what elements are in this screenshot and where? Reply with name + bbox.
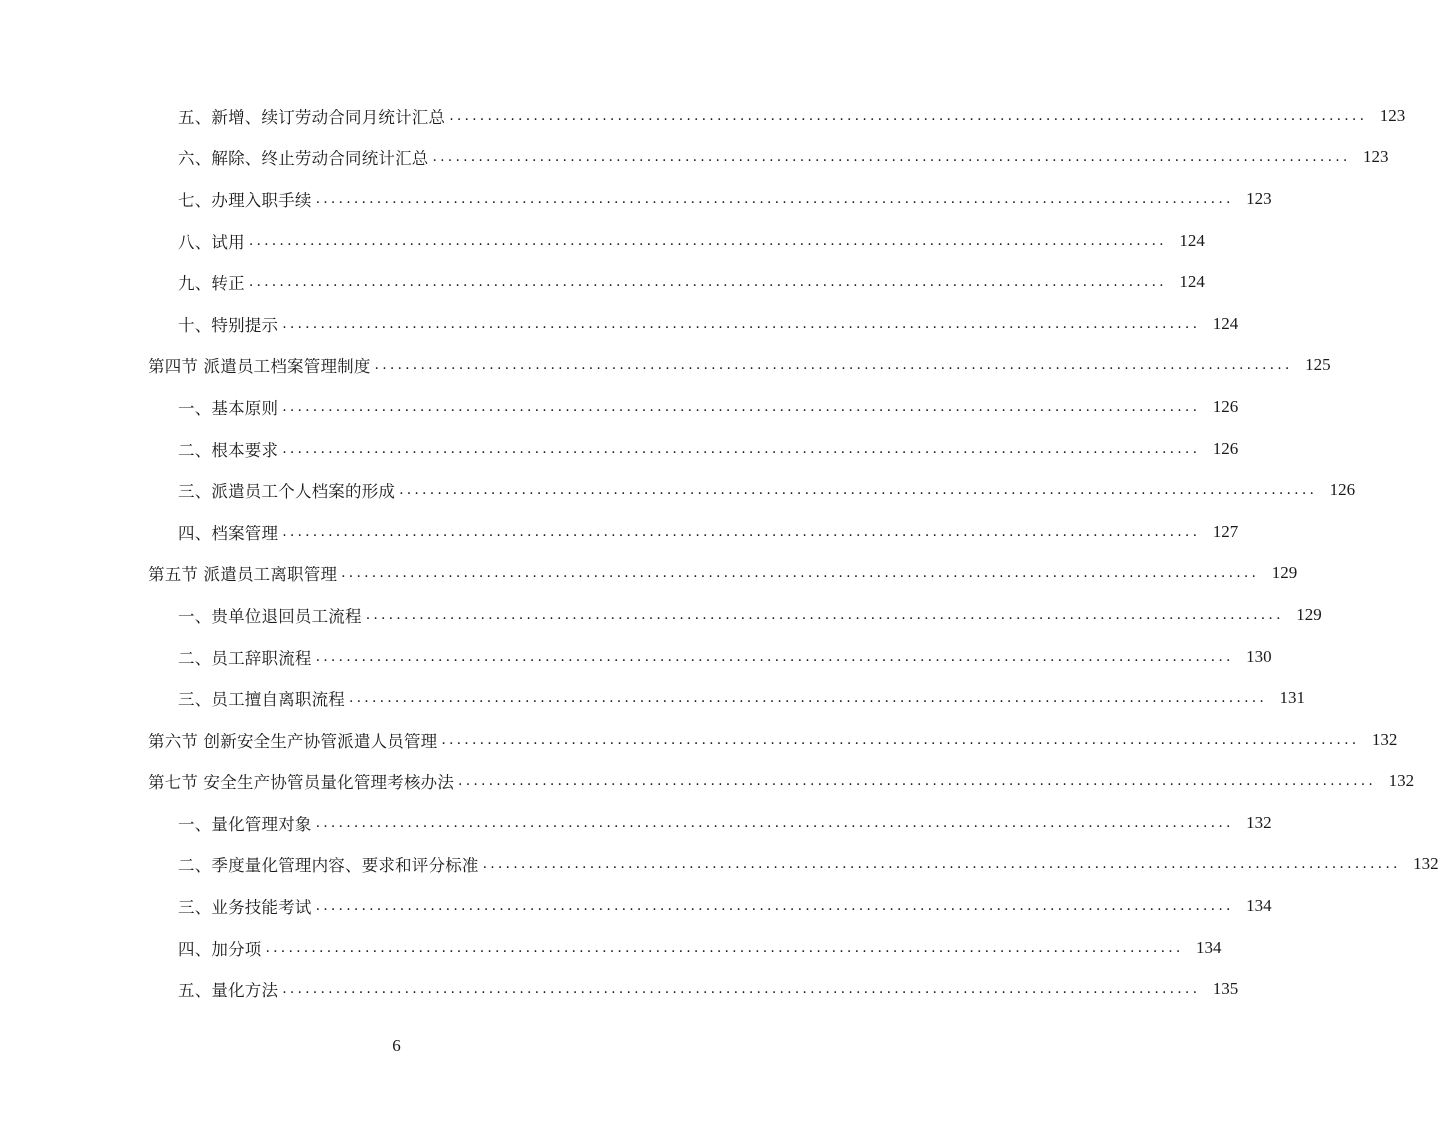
toc-entry-page: 132 [1246, 812, 1272, 832]
toc-entry-label: 一、基本原则 [178, 398, 279, 418]
toc-entry-page: 124 [1212, 313, 1239, 333]
toc-section-entry[interactable] [0, 719, 1398, 761]
toc-subsection-entry[interactable] [0, 802, 1272, 844]
toc-entry-page: 135 [1212, 979, 1239, 999]
toc-entry-page: 124 [1179, 272, 1205, 292]
toc-dot-leader: ........................................................................................................................ [282, 981, 1201, 998]
toc-dot-leader: ........................................................................................................................ [315, 648, 1234, 665]
toc-entry-label: 第七节 安全生产协管员量化管理考核办法 [148, 773, 455, 793]
toc-entry-label: 六、解除、终止劳动合同统计汇总 [178, 149, 429, 169]
toc-entry-label: 五、量化方法 [178, 981, 279, 1001]
toc-entry-page: 131 [1279, 688, 1306, 708]
toc-entry-page: 129 [1296, 604, 1322, 624]
toc-entry-page: 132 [1388, 771, 1415, 791]
toc-entry-label: 第四节 派遣员工档案管理制度 [148, 357, 371, 377]
toc-subsection-entry[interactable] [0, 95, 1406, 137]
toc-subsection-entry[interactable] [0, 927, 1222, 969]
toc-entry-label: 五、新增、续订劳动合同月统计汇总 [178, 107, 446, 127]
toc-entry-page: 130 [1246, 646, 1272, 666]
toc-entry-label: 四、档案管理 [178, 523, 279, 543]
toc-dot-leader: ........................................................................................................................ [349, 690, 1268, 707]
toc-entry-page: 125 [1305, 355, 1331, 375]
toc-dot-leader: ........................................................................................................................ [315, 814, 1234, 831]
toc-subsection-entry[interactable] [0, 303, 1239, 345]
toc-subsection-entry[interactable] [0, 636, 1272, 678]
toc-section-entry[interactable] [0, 553, 1298, 595]
toc-dot-leader: ........................................................................................................................ [399, 482, 1318, 499]
toc-dot-leader: ........................................................................................................................ [432, 149, 1351, 166]
toc-entry-page: 123 [1379, 105, 1406, 125]
toc-entry-page: 129 [1271, 563, 1298, 583]
toc-entry-label: 二、员工辞职流程 [178, 648, 312, 668]
toc-entry-page: 132 [1413, 854, 1439, 874]
toc-dot-leader: ........................................................................................................................ [265, 939, 1184, 956]
toc-dot-leader: ........................................................................................................................ [282, 315, 1201, 332]
toc-subsection-entry[interactable] [0, 428, 1239, 470]
toc-entry-label: 三、派遣员工个人档案的形成 [178, 482, 396, 502]
toc-subsection-entry[interactable] [0, 511, 1239, 553]
toc-section-entry[interactable] [0, 761, 1415, 803]
toc-subsection-entry[interactable] [0, 178, 1272, 220]
toc-dot-leader: ........................................................................................................................ [365, 606, 1284, 623]
toc-entry-label: 八、试用 [178, 232, 245, 252]
toc-dot-leader: ........................................................................................................................ [248, 274, 1167, 291]
toc-entry-page: 126 [1212, 396, 1239, 416]
toc-entry-page: 134 [1196, 937, 1222, 957]
toc-entry-label: 一、贵单位退回员工流程 [178, 606, 362, 626]
toc-dot-leader: ........................................................................................................................ [482, 856, 1401, 873]
toc-subsection-entry[interactable] [0, 220, 1205, 262]
table-of-contents [0, 95, 1439, 1010]
toc-subsection-entry[interactable] [0, 469, 1356, 511]
toc-subsection-entry[interactable] [0, 261, 1205, 303]
toc-subsection-entry[interactable] [0, 594, 1322, 636]
toc-dot-leader: ........................................................................................................................ [315, 190, 1234, 207]
toc-entry-label: 四、加分项 [178, 939, 262, 959]
toc-entry-label: 三、员工擅自离职流程 [178, 690, 345, 710]
toc-entry-label: 二、季度量化管理内容、要求和评分标准 [178, 856, 479, 876]
toc-entry-label: 九、转正 [178, 274, 245, 294]
toc-subsection-entry[interactable] [0, 386, 1239, 428]
toc-subsection-entry[interactable] [0, 844, 1439, 886]
toc-dot-leader: ........................................................................................................................ [458, 773, 1377, 790]
toc-entry-label: 第六节 创新安全生产协管派遣人员管理 [148, 731, 438, 751]
toc-entry-page: 127 [1212, 521, 1239, 541]
toc-dot-leader: ........................................................................................................................ [248, 232, 1167, 249]
toc-dot-leader: ........................................................................................................................ [315, 898, 1234, 915]
toc-entry-label: 一、量化管理对象 [178, 814, 312, 834]
toc-subsection-entry[interactable] [0, 885, 1272, 927]
toc-entry-page: 126 [1212, 438, 1239, 458]
toc-dot-leader: ........................................................................................................................ [449, 107, 1368, 124]
toc-entry-page: 123 [1246, 188, 1272, 208]
toc-subsection-entry[interactable] [0, 137, 1389, 179]
toc-section-entry[interactable] [0, 345, 1331, 387]
toc-subsection-entry[interactable] [0, 677, 1306, 719]
toc-entry-label: 第五节 派遣员工离职管理 [148, 565, 338, 585]
toc-dot-leader: ........................................................................................................................ [441, 731, 1360, 748]
toc-entry-page: 132 [1371, 729, 1398, 749]
toc-dot-leader: ........................................................................................................................ [341, 565, 1260, 582]
toc-dot-leader: ........................................................................................................................ [282, 440, 1201, 457]
toc-dot-leader: ........................................................................................................................ [374, 357, 1293, 374]
page-number: 6 [392, 1036, 401, 1055]
toc-entry-page: 124 [1179, 230, 1205, 250]
toc-entry-label: 三、业务技能考试 [178, 898, 312, 918]
toc-dot-leader: ........................................................................................................................ [282, 398, 1201, 415]
toc-subsection-entry[interactable] [0, 968, 1239, 1010]
toc-entry-page: 123 [1363, 147, 1389, 167]
toc-entry-label: 十、特别提示 [178, 315, 279, 335]
toc-entry-label: 七、办理入职手续 [178, 190, 312, 210]
toc-entry-page: 134 [1246, 896, 1272, 916]
toc-entry-page: 126 [1329, 480, 1356, 500]
toc-dot-leader: ........................................................................................................................ [282, 523, 1201, 540]
toc-entry-label: 二、根本要求 [178, 440, 279, 460]
